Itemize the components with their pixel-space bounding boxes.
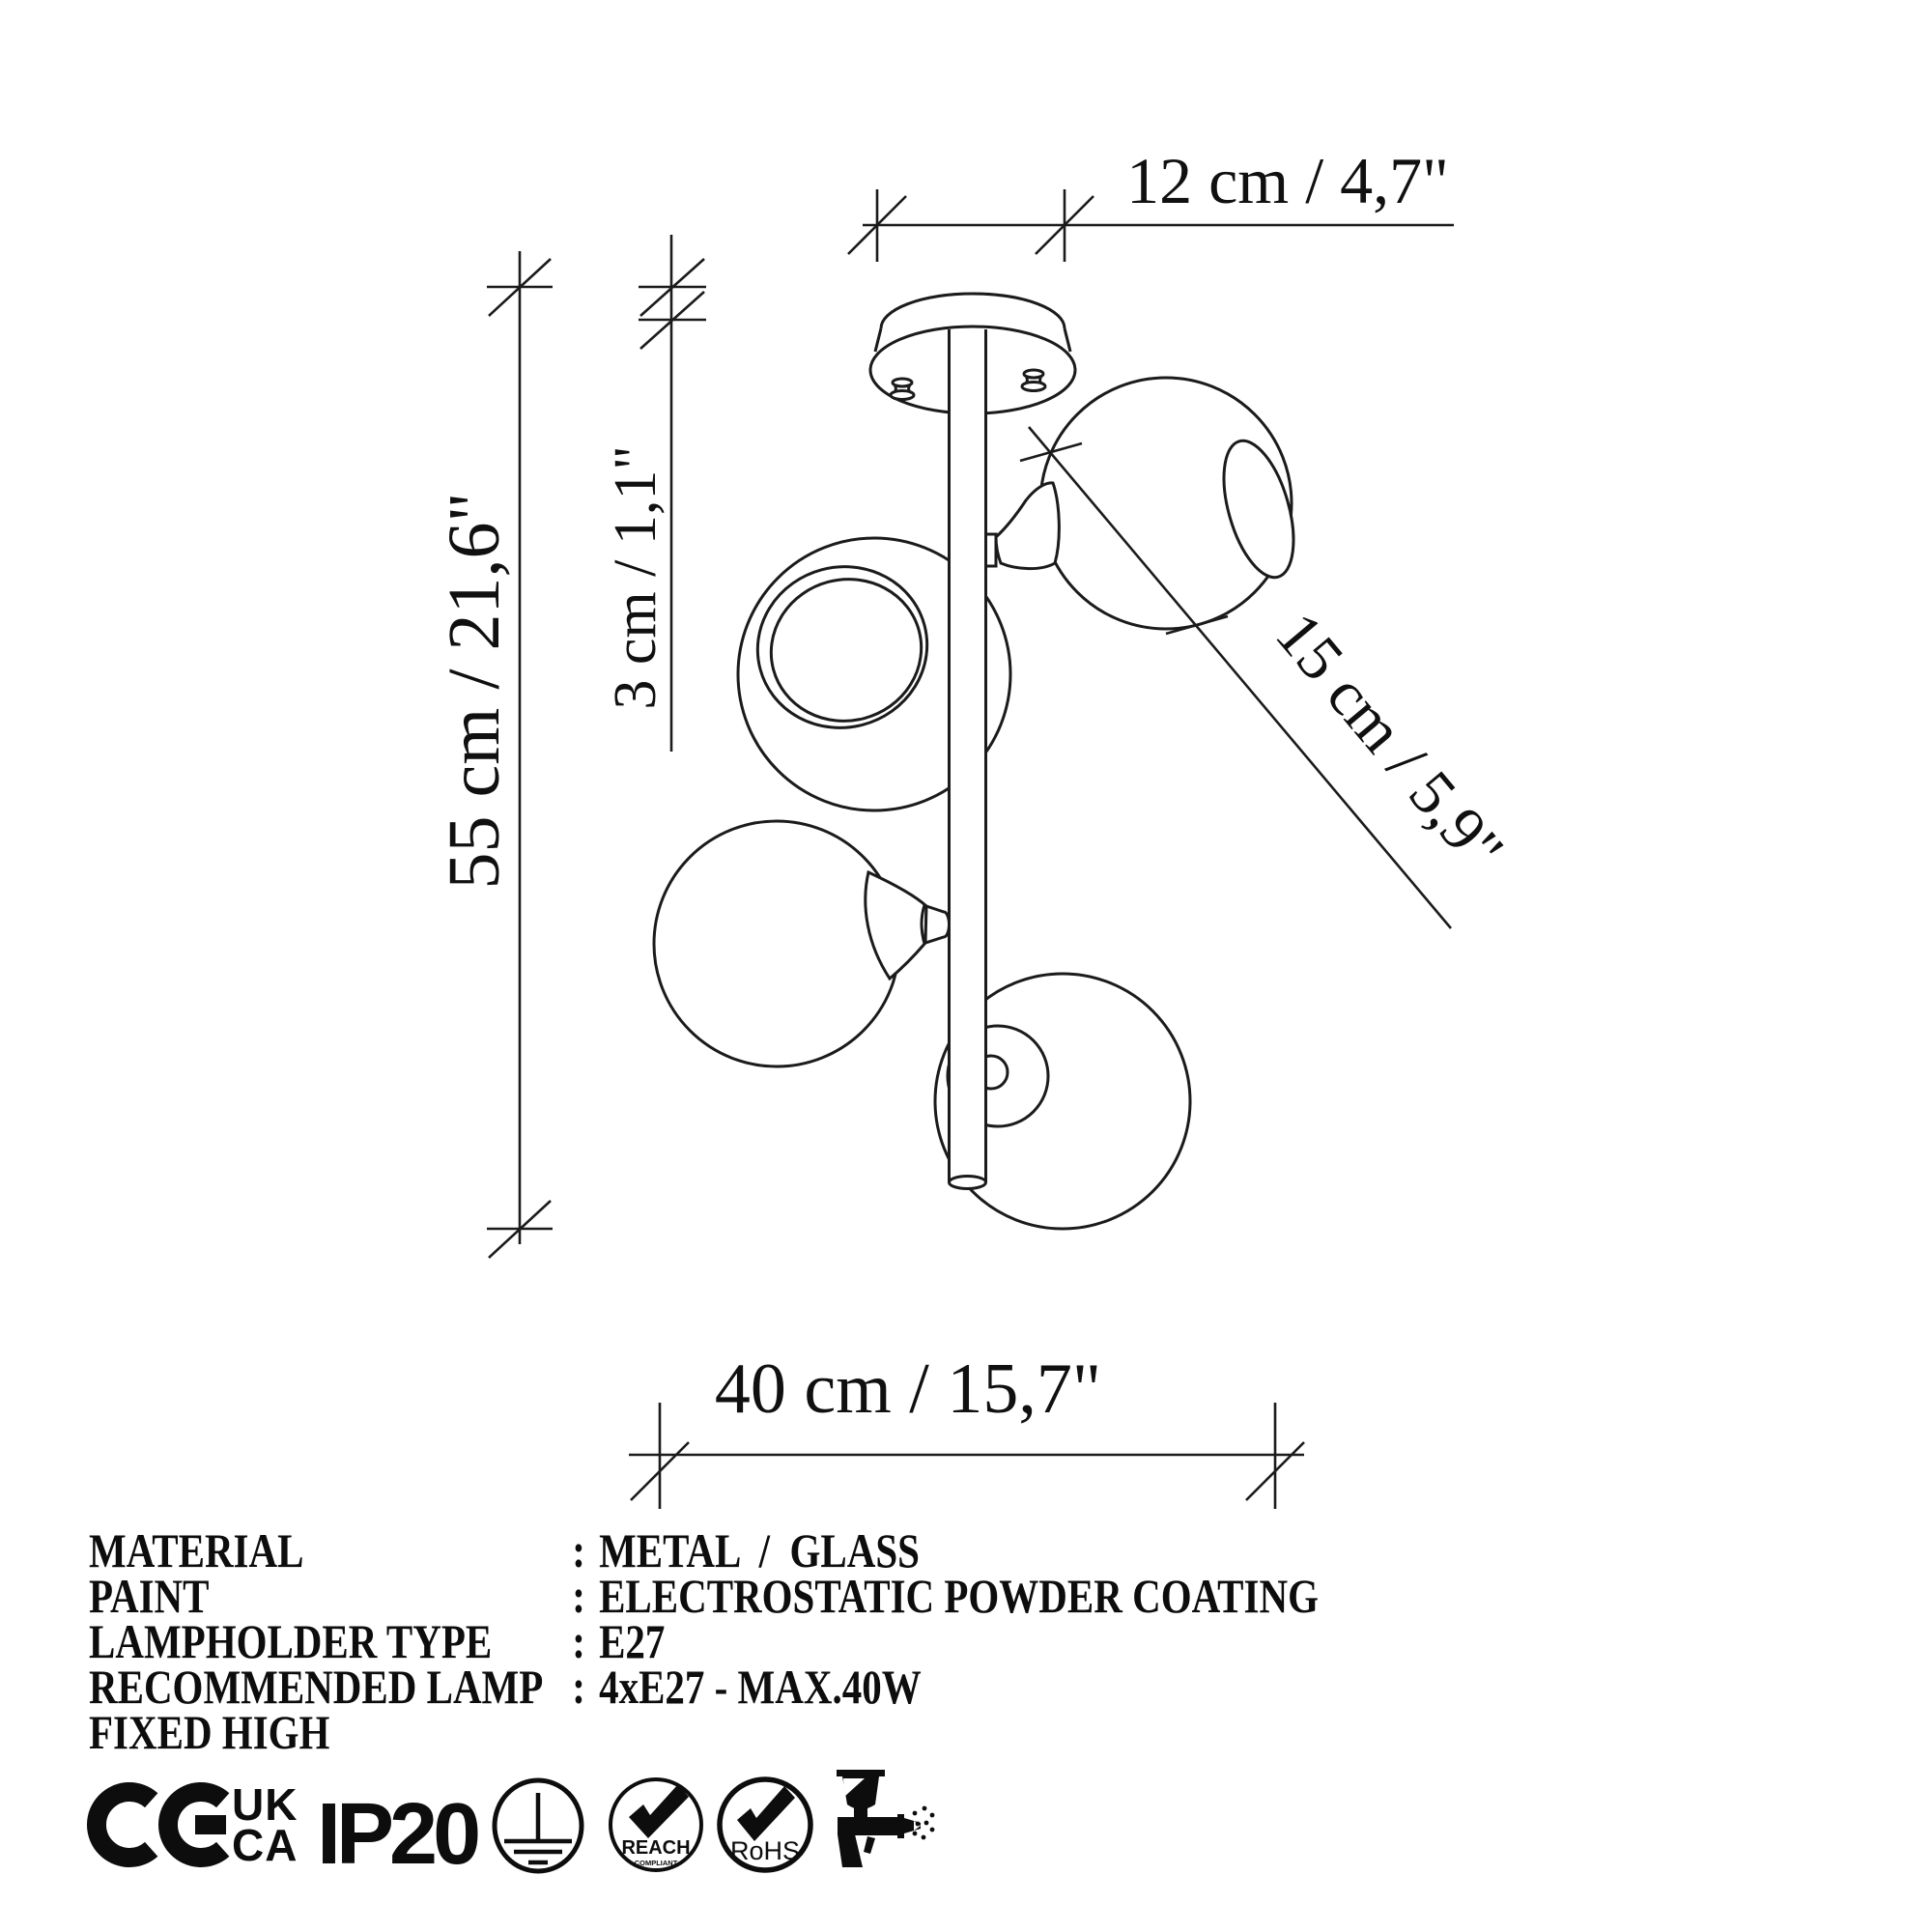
dimension-label-shade-diameter: 15 cm / 5,9" [1262,599,1518,885]
certification-row [97,1770,934,1883]
check-icon [629,1784,689,1838]
spec-separator: : [572,1569,585,1623]
spray-paint-icon [837,1770,934,1867]
spec-label: LAMPHOLDER TYPE [89,1614,493,1668]
lampholder-cone [996,483,1059,569]
rohs-icon [720,1779,810,1870]
spec-row [89,1705,329,1759]
svg-text:IP20: IP20 [317,1786,477,1883]
check-icon [737,1786,795,1841]
dimension-fixture-height [434,251,553,1258]
mount-rod [950,329,986,1189]
lampholder-neck [986,534,996,566]
spec-value: 4xE27 - MAX.40W [599,1660,922,1714]
spec-separator: : [572,1660,585,1714]
spec-separator: : [572,1614,585,1668]
ce-mark-icon [97,1792,226,1858]
spec-value: METAL / GLASS [599,1523,920,1577]
protective-earth-icon [495,1780,582,1871]
spray-droplets [913,1806,935,1840]
dimension-label-fixture-height: 55 cm / 21,6" [434,492,515,890]
ip20-rating [317,1786,478,1883]
dimension-label-canopy-height: 3 cm / 1,1" [603,445,668,710]
spec-value: ELECTROSTATIC POWDER COATING [599,1569,1319,1623]
spec-label: MATERIAL [89,1523,304,1577]
spec-table [89,1523,1319,1759]
lampholder-tip [925,906,950,943]
glass-globe-lower-left [654,821,950,1066]
svg-text:RoHS: RoHS [729,1836,801,1865]
dimension-label-mount-width: 12 cm / 4,7" [1126,144,1449,217]
svg-text:CA: CA [232,1820,298,1870]
spec-value: E27 [599,1614,666,1668]
reach-compliant-icon [611,1779,701,1870]
dimension-canopy-height [603,235,706,752]
dimension-fixture-width [629,1350,1304,1509]
glass-globe-top-right [986,378,1307,629]
spec-label: PAINT [89,1569,210,1623]
spec-label: FIXED HIGH [89,1705,330,1759]
ukca-mark-icon [232,1779,298,1870]
svg-text:COMPLIANT: COMPLIANT [634,1859,678,1867]
dimension-label-fixture-width: 40 cm / 15,7" [714,1350,1102,1429]
spec-separator: : [572,1523,585,1577]
svg-text:UK: UK [232,1779,298,1830]
svg-text:REACH: REACH [621,1837,691,1859]
dimension-mount-width [848,144,1454,262]
spec-label: RECOMMENDED LAMP [89,1660,544,1714]
